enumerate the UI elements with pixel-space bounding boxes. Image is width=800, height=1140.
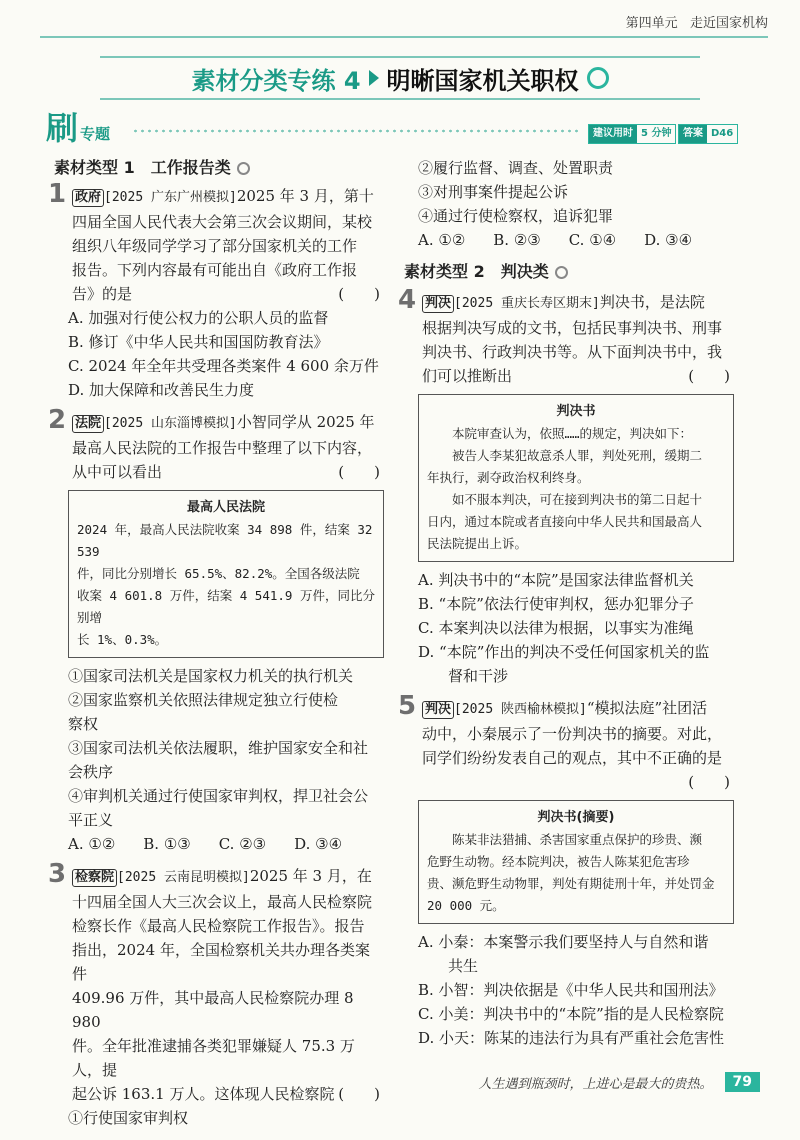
unit-label: 第四单元 — [625, 16, 678, 31]
box-title: 最高人民法院 — [186, 500, 265, 515]
choice-d[interactable]: D. ③④ — [644, 231, 693, 249]
choice-row — [404, 228, 734, 252]
section-title — [404, 260, 734, 284]
left-column — [48, 156, 384, 1130]
question-source: [2025 陕西榆林模拟] — [454, 702, 587, 717]
question-text: 同学们纷纷发表自己的观点，其中不正确的是 — [422, 749, 723, 767]
question-text: 们可以推断出 — [422, 367, 513, 385]
question-source: [2025 山东淄博模拟] — [104, 416, 237, 431]
statement-1: ①国家司法机关是国家权力机关的执行机关 — [68, 667, 354, 685]
statement-3: ③对刑事案件提起公诉 — [418, 183, 569, 201]
option-c[interactable]: C. 小美：判决书中的“本院”指的是人民检察院 — [418, 1005, 724, 1023]
question-text: 2025 年 3 月，在 — [249, 867, 372, 885]
target-icon — [587, 67, 609, 89]
box-text: 件，同比分别增长 65.5%、82.2%。全国各级法院 — [77, 566, 360, 581]
title-topic: 明晰国家机关职权 — [386, 66, 579, 95]
answer-page: D46 — [711, 128, 734, 139]
question-tag: 判决 — [422, 295, 454, 313]
question-2 — [48, 405, 384, 484]
statement-2: ②履行监督、调查、处置职责 — [418, 159, 614, 177]
option-d[interactable]: D. “本院”作出的判决不受任何国家机关的监 — [418, 643, 710, 661]
page-footer — [479, 1072, 761, 1092]
question-tag: 法院 — [72, 415, 104, 433]
option-a[interactable]: A. 加强对行使公权力的公职人员的监督 — [68, 309, 329, 327]
statement-2-cont: 察权 — [68, 715, 99, 733]
statement-4-cont: 平正义 — [68, 811, 114, 829]
answer-label: 答案 — [679, 125, 707, 143]
answer-badge — [678, 124, 738, 144]
box-text: 本院审查认为，依照……的规定，判决如下： — [452, 426, 693, 441]
section-title — [54, 156, 384, 180]
option-c[interactable]: C. 本案判决以法律为根据，以事实为准绳 — [418, 619, 694, 637]
box-text: 贵、濒危野生动物罪，判处有期徒刑十年，并处罚金 — [427, 876, 715, 891]
choice-b[interactable]: B. ①③ — [143, 835, 191, 853]
answer-blank[interactable]: ( ) — [338, 1085, 380, 1103]
question-text: 409.96 万件，其中最高人民检察院办理 8 980 — [72, 989, 354, 1031]
judgment-box — [418, 394, 734, 562]
answer-blank[interactable]: ( ) — [338, 285, 380, 303]
question-number: 4 — [398, 285, 417, 315]
box-title: 判决书(摘要) — [537, 810, 615, 825]
option-c[interactable]: C. 2024 年全年共受理各类案件 4 600 余万件 — [68, 357, 379, 375]
question-text: 动中，小秦展示了一份判决书的摘要。对此， — [422, 725, 723, 743]
question-number: 1 — [48, 179, 67, 209]
box-text: 如不服本判决，可在接到判决书的第二日起十 — [452, 492, 703, 507]
title-series: 素材分类专练 4 — [191, 66, 361, 95]
box-text: 被告人李某犯故意杀人罪，判处死刑，缓期二 — [452, 448, 703, 463]
page-number: 79 — [725, 1072, 760, 1092]
time-label: 建议用时 — [589, 125, 637, 143]
answer-blank[interactable]: ( ) — [688, 367, 730, 385]
time-value: 5 分钟 — [641, 128, 672, 139]
target-icon — [555, 266, 568, 279]
question-number: 3 — [48, 859, 67, 889]
question-text: 十四届全国人大三次会议上，最高人民检察院 — [72, 893, 373, 911]
question-4 — [398, 285, 734, 388]
section-title-text: 素材类型 1 工作报告类 — [54, 158, 231, 177]
choice-row — [54, 832, 384, 856]
question-text: 件。全年批准逮捕各类犯罪嫌疑人 75.3 万人，提 — [72, 1037, 355, 1079]
statement-1: ①行使国家审判权 — [68, 1109, 189, 1127]
choice-a[interactable]: A. ①② — [68, 835, 116, 853]
answer-blank[interactable]: ( ) — [688, 773, 730, 791]
box-text: 长 1%、0.3%。 — [77, 632, 168, 647]
option-a-cont: 共生 — [448, 957, 479, 975]
statement-3: ③国家司法机关依法履职，维护国家安全和社 — [68, 739, 369, 757]
suggested-time-badge — [588, 124, 676, 144]
option-b[interactable]: B. 修订《中华人民共和国国防教育法》 — [68, 333, 329, 351]
statement-3-cont: 会秩序 — [68, 763, 114, 781]
option-a[interactable]: A. 判决书中的“本院”是国家法律监督机关 — [418, 571, 694, 589]
statement-2: ②国家监察机关依照法律规定独立行使检 — [68, 691, 339, 709]
question-text: 指出，2024 年，全国检察机关共办理各类案件 — [72, 941, 370, 983]
box-title: 判决书 — [556, 404, 596, 419]
question-tag: 判决 — [422, 701, 454, 719]
box-text: 民法院提出上诉。 — [427, 536, 528, 551]
box-text: 收案 4 601.8 万件，结案 4 541.9 万件，同比分别增 — [77, 588, 375, 625]
question-tag: 检察院 — [72, 869, 117, 887]
question-text: 判决书、行政判决书等。从下面判决书中，我 — [422, 343, 723, 361]
answer-blank[interactable]: ( ) — [338, 463, 380, 481]
option-d[interactable]: D. 加大保障和改善民生力度 — [68, 381, 255, 399]
material-box — [68, 490, 384, 658]
running-header — [626, 12, 768, 31]
dotted-divider — [132, 128, 582, 134]
option-b[interactable]: B. “本院”依法行使审判权，惩办犯罪分子 — [418, 595, 694, 613]
box-text: 危野生动物。经本院判决，被告人陈某犯危害珍 — [427, 854, 690, 869]
question-text: 四届全国人民代表大会第三次会议期间，某校 — [72, 213, 373, 231]
brand-char: 刷 — [46, 109, 79, 147]
question-text: 检察长作《最高人民检察院工作报告》。报告 — [72, 917, 365, 935]
choice-a[interactable]: A. ①② — [418, 231, 466, 249]
statement-4: ④审判机关通过行使国家审判权，捍卫社会公 — [68, 787, 369, 805]
box-text: 日内，通过本院或者直接向中华人民共和国最高人 — [427, 514, 703, 529]
choice-d[interactable]: D. ③④ — [294, 835, 343, 853]
triangle-icon — [369, 70, 379, 86]
chapter-label: 走近国家机构 — [689, 16, 768, 31]
question-number: 2 — [48, 405, 67, 435]
box-text: 年执行，剥夺政治权利终身。 — [427, 470, 590, 485]
question-text: 告》的是 — [72, 285, 133, 303]
choice-b[interactable]: B. ②③ — [493, 231, 541, 249]
section-title-text: 素材类型 2 判决类 — [404, 262, 549, 281]
question-text: 从中可以看出 — [72, 463, 163, 481]
question-number: 5 — [398, 691, 417, 721]
question-source: [2025 云南昆明模拟] — [117, 870, 250, 885]
option-a[interactable]: A. 小秦：本案警示我们要坚持人与自然和谐 — [418, 933, 709, 951]
question-text: 2025 年 3 月，第十 — [236, 187, 374, 205]
question-tag: 政府 — [72, 189, 104, 207]
box-text: 陈某非法猎捕、杀害国家重点保护的珍贵、濒 — [452, 832, 703, 847]
question-text: 组织八年级同学学习了部分国家机关的工作 — [72, 237, 358, 255]
box-text: 2024 年，最高人民法院收案 34 898 件，结案 32 539 — [77, 522, 373, 559]
box-text: 20 000 元。 — [427, 898, 505, 913]
question-3 — [48, 859, 384, 1106]
choice-c[interactable]: C. ①④ — [568, 231, 617, 249]
brand-label: 专题 — [80, 125, 111, 143]
question-text: 判决书，是法院 — [599, 293, 705, 311]
target-icon — [237, 162, 250, 175]
page-title — [100, 56, 700, 100]
option-b[interactable]: B. 小智：判决依据是《中华人民共和国刑法》 — [418, 981, 724, 999]
question-text: 小智同学从 2025 年 — [236, 413, 375, 431]
question-text: 起公诉 163.1 万人。这体现人民检察院 — [72, 1085, 335, 1103]
right-column — [398, 156, 734, 1050]
question-text: 报告。下列内容最有可能出自《政府工作报 — [72, 261, 358, 279]
option-d-cont: 督和干涉 — [448, 667, 509, 685]
choice-c[interactable]: C. ②③ — [218, 835, 267, 853]
question-source: [2025 广东广州模拟] — [104, 190, 237, 205]
question-text: 最高人民法院的工作报告中整理了以下内容， — [72, 439, 373, 457]
footer-motto: 人生遇到瓶颈时，上进心是最大的贵热。 — [478, 1076, 713, 1092]
question-5 — [398, 691, 734, 794]
brand-mark — [46, 109, 111, 147]
judgment-summary-box — [418, 800, 734, 924]
statement-4: ④通过行使检察权，追诉犯罪 — [418, 207, 614, 225]
question-text: 根据判决写成的文书，包括民事判决书、刑事 — [422, 319, 723, 337]
header-rule — [40, 36, 768, 38]
question-text: “模拟法庭”社团活 — [586, 699, 708, 717]
question-1 — [48, 179, 384, 306]
question-source: [2025 重庆长寿区期末] — [454, 296, 600, 311]
option-d[interactable]: D. 小天：陈某的违法行为具有严重社会危害性 — [418, 1029, 725, 1047]
